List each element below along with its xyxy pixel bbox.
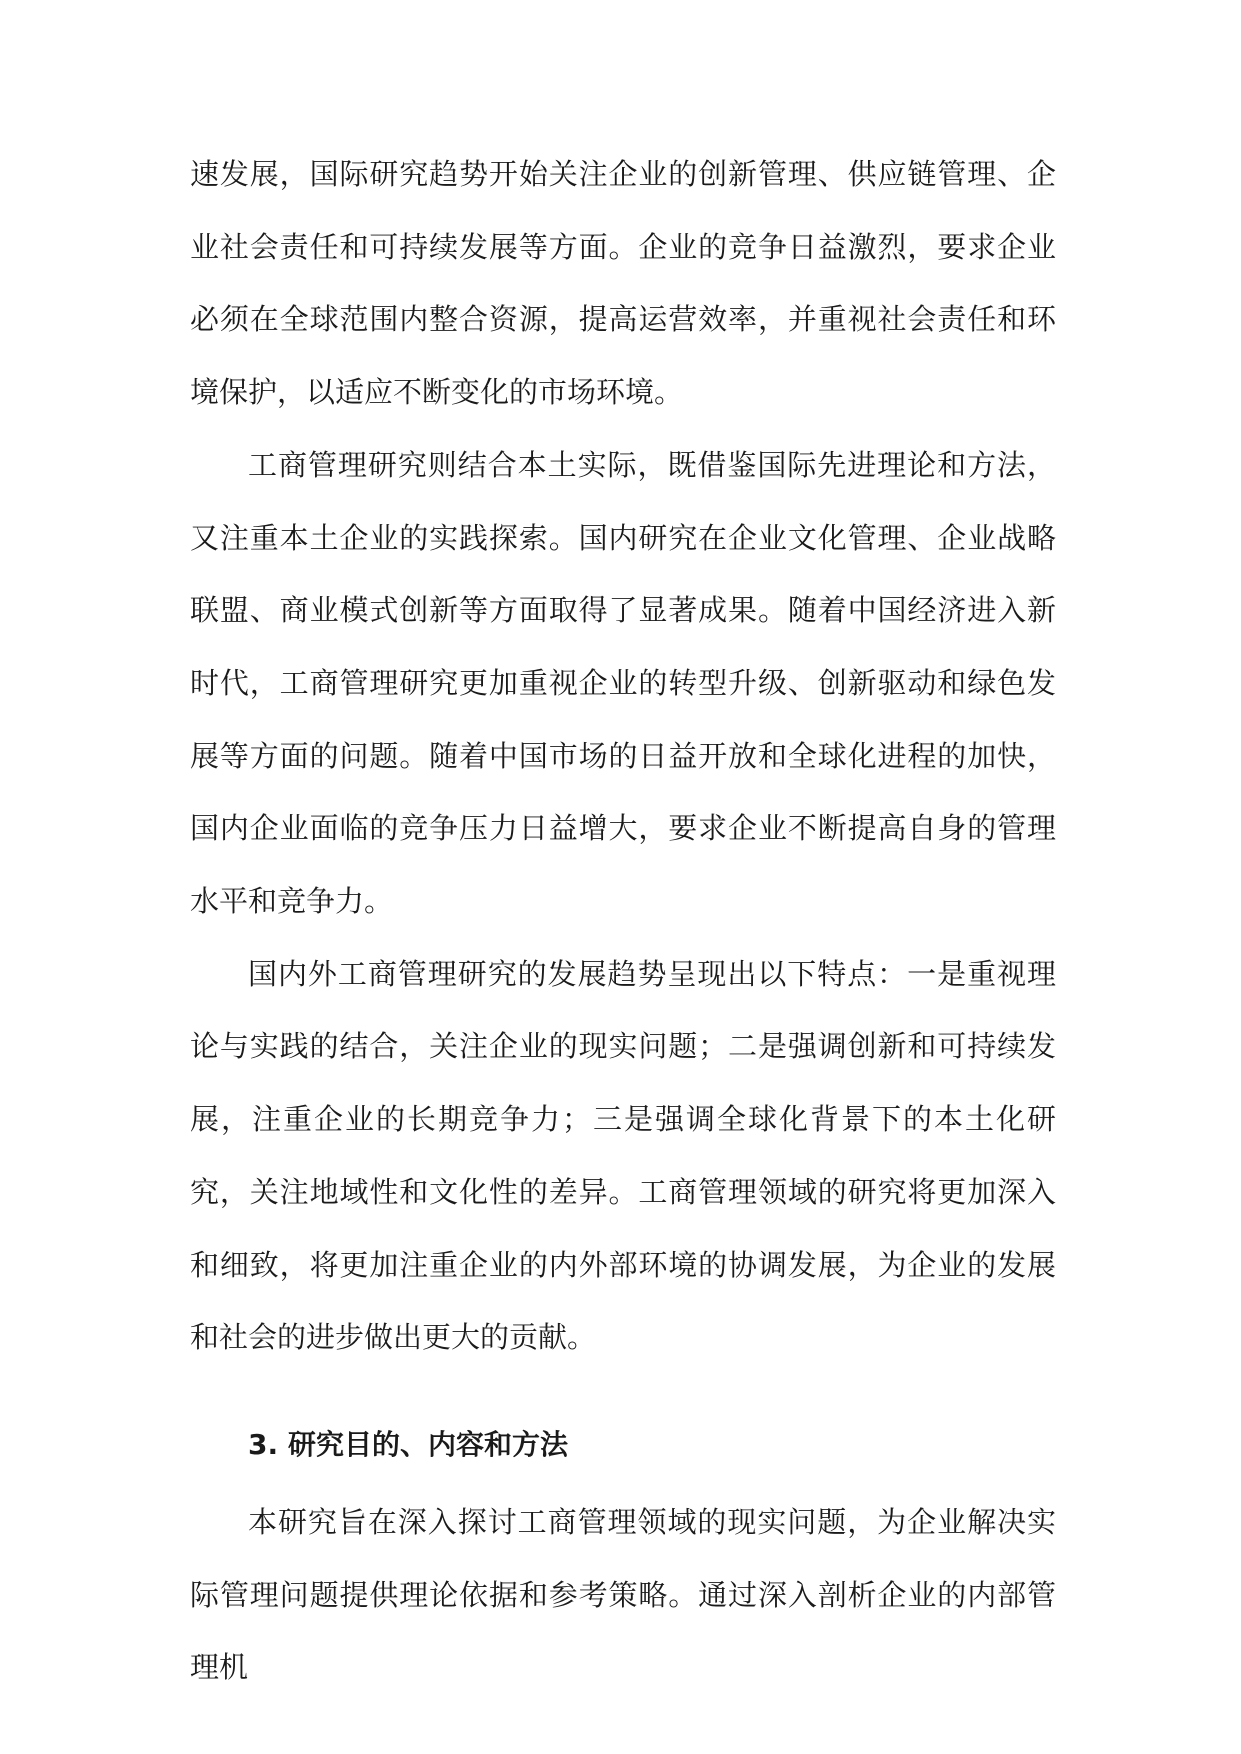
section-number: 3.	[248, 1427, 279, 1461]
section-heading	[190, 1412, 1056, 1478]
section-title: 研究目的、内容和方法	[288, 1427, 569, 1461]
paragraph-domestic-research: 工商管理研究则结合本土实际，既借鉴国际先进理论和方法，又注重本土企业的实践探索。国内研究在企业文化管理、企业战略联盟、商业模式创新等方面取得了显著成果。随着中国经济进入新时代，工商管理研究更加重视企业的转型升级、创新驱动和绿色发展等方面的问题。随着中国市场的日益开放和全球化进程的加快，国内企业面临的竞争压力日益增大，要求企业不断提高自身的管理水平和竞争力。	[190, 447, 1056, 919]
document-body	[190, 138, 1056, 1704]
paragraph-research-purpose: 本研究旨在深入探讨工商管理领域的现实问题，为企业解决实际管理问题提供理论依据和参考策略。通过深入剖析企业的内部管理机	[190, 1504, 1056, 1685]
paragraph-trends: 国内外工商管理研究的发展趋势呈现出以下特点：一是重视理论与实践的结合，关注企业的现实问题；二是强调创新和可持续发展，注重企业的长期竞争力；三是强调全球化背景下的本土化研究，关注地域性和文化性的差异。工商管理领域的研究将更加深入和细致，将更加注重企业的内外部环境的协调发展，为企业的发展和社会的进步做出更大的贡献。	[190, 956, 1056, 1355]
paragraph-continuation: 速发展，国际研究趋势开始关注企业的创新管理、供应链管理、企业社会责任和可持续发展等方面。企业的竞争日益激烈，要求企业必须在全球范围内整合资源，提高运营效率，并重视社会责任和环境保护，以适应不断变化的市场环境。	[190, 157, 1056, 410]
